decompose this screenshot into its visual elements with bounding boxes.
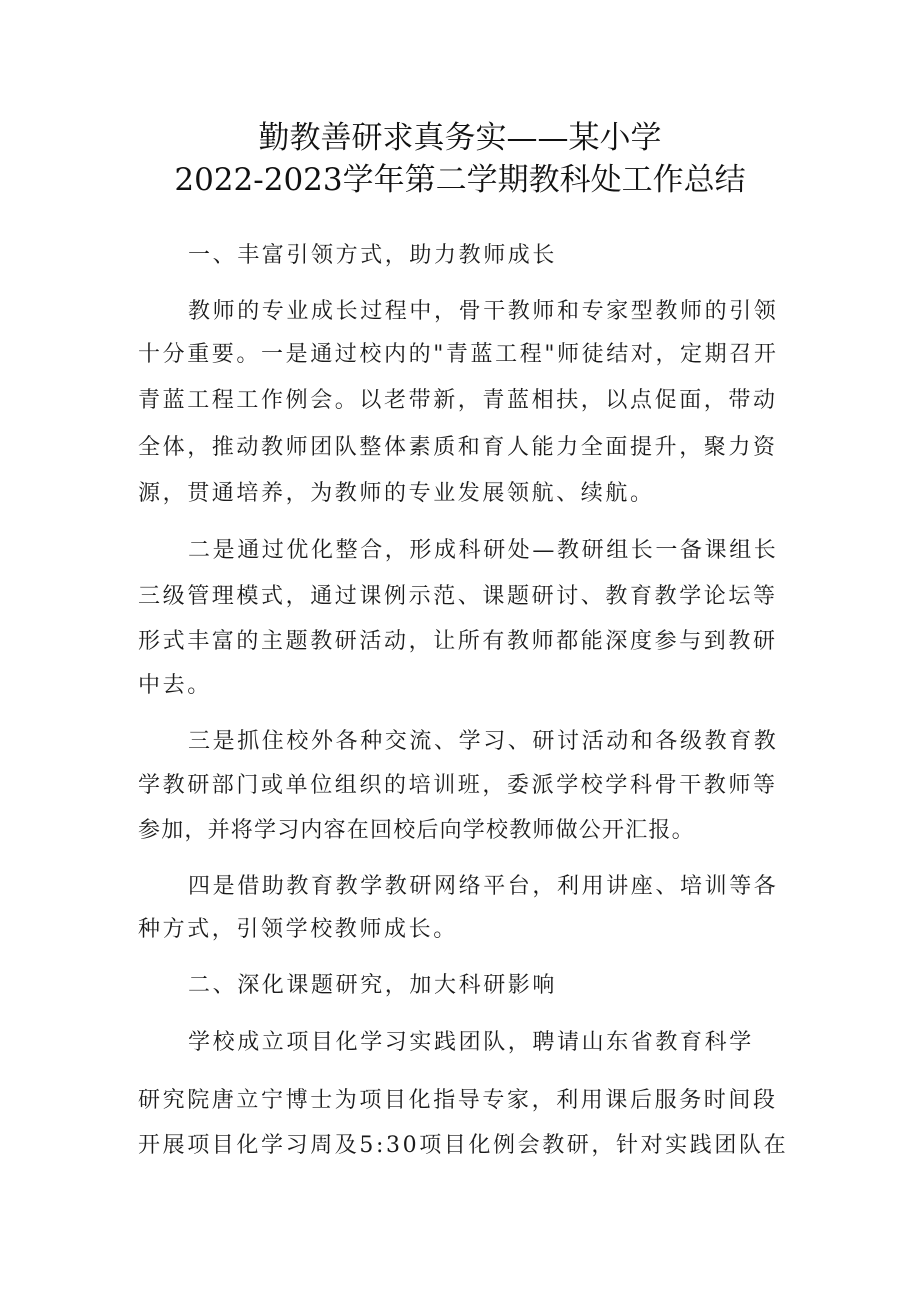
paragraph-1-line-1: 教师的专业成长过程中，骨干教师和专家型教师的引领 xyxy=(188,299,779,324)
paragraph-2-line-1: 二是通过优化整合，形成科研处—教研组长一备课组长 xyxy=(188,538,779,563)
paragraph-3-line-2: 学教研部门或单位组织的培训班，委派学校学科骨干教师等 xyxy=(138,773,778,798)
paragraph-1-line-2: 十分重要。一是通过校内的"青蓝工程"师徒结对，定期召开 xyxy=(138,342,779,367)
paragraph-5-line-1: 学校成立项目化学习实践团队，聘请山东省教育科学 xyxy=(188,1030,754,1055)
paragraph-2-line-3: 形式丰富的主题教研活动，让所有教师都能深度参与到教研 xyxy=(138,629,778,654)
paragraph-4-line-2: 种方式，引领学校教师成长。 xyxy=(138,917,458,942)
section-heading-2: 二、深化课题研究，加大科研影响 xyxy=(188,973,558,998)
paragraph-1-line-4: 全体，推动教师团队整体素质和育人能力全面提升，聚力资 xyxy=(138,435,778,460)
paragraph-2-line-4: 中去。 xyxy=(138,673,212,698)
paragraph-5-line-3: 开展项目化学习周及5:30项目化例会教研，针对实践团队在 xyxy=(138,1133,789,1158)
paragraph-1-line-5: 源，贯通培养，为教师的专业发展领航、续航。 xyxy=(138,481,655,506)
paragraph-2-line-2: 三级管理模式，通过课例示范、课题研讨、教育教学论坛等 xyxy=(138,584,778,609)
paragraph-5-line-2: 研究院唐立宁博士为项目化指导专家，利用课后服务时间段 xyxy=(138,1088,778,1113)
document-title-line-2: 2022-2023学年第二学期教科处工作总结 xyxy=(174,162,746,198)
paragraph-3-line-1: 三是抓住校外各种交流、学习、研讨活动和各级教育教 xyxy=(188,729,779,754)
section-heading-1: 一、丰富引领方式，助力教师成长 xyxy=(188,243,558,268)
paragraph-3-line-3: 参加，并将学习内容在回校后向学校教师做公开汇报。 xyxy=(138,818,695,843)
document-title-line-1: 勤教善研求真务实——某小学 xyxy=(258,120,662,156)
paragraph-4-line-1: 四是借助教育教学教研网络平台，利用讲座、培训等各 xyxy=(188,874,779,899)
paragraph-1-line-3: 青蓝工程工作例会。以老带新，青蓝相扶，以点促面，带动 xyxy=(138,388,778,413)
